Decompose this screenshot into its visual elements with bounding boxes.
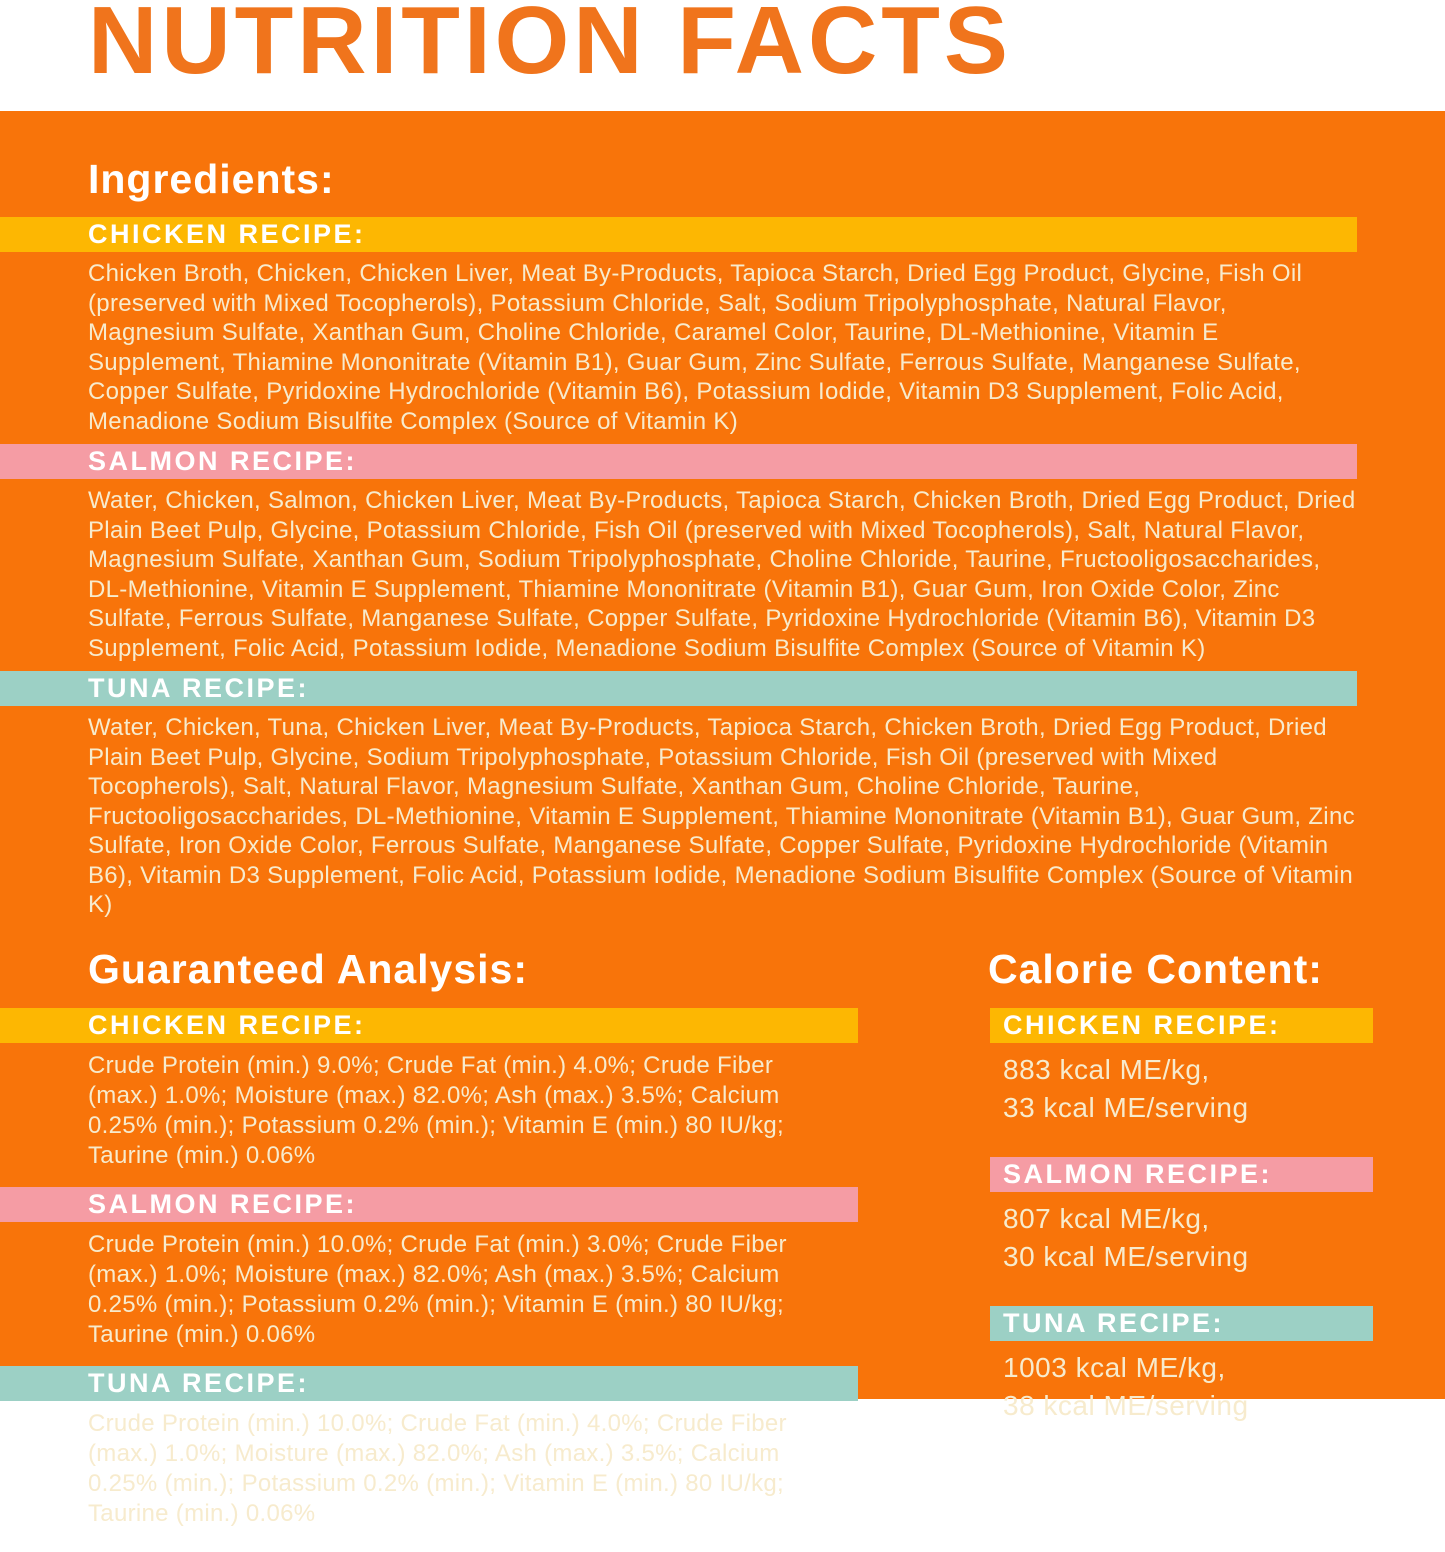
page-title: NUTRITION FACTS bbox=[88, 0, 1012, 94]
calories-salmon-per-serving: 30 kcal ME/serving bbox=[1003, 1240, 1249, 1272]
calories-tuna-banner-label: TUNA RECIPE: bbox=[1003, 1307, 1225, 1338]
ingredients-heading: Ingredients: bbox=[88, 156, 335, 202]
analysis-tuna-text: Crude Protein (min.) 10.0%; Crude Fat (min.) 4.0%; Crude Fiber (max.) 1.0%; Moisture (max.) 82.0%; Ash (max.) 3.5%; Calcium 0.25% (min.); Potassium 0.2% (min.); Vitamin E (min.) 80 IU/kg; Taurine (min.) 0.06% bbox=[88, 1409, 787, 1527]
analysis-chicken-banner-label: CHICKEN RECIPE: bbox=[88, 1009, 366, 1040]
calories-tuna-per-serving: 38 kcal ME/serving bbox=[1003, 1389, 1249, 1421]
analysis-salmon-banner bbox=[0, 1187, 858, 1222]
ingredients-salmon-banner bbox=[0, 444, 1357, 479]
analysis-salmon-banner-label: SALMON RECIPE: bbox=[88, 1188, 358, 1219]
analysis-tuna-banner bbox=[0, 1366, 858, 1401]
ingredients-chicken-banner bbox=[0, 217, 1357, 252]
ingredients-tuna-banner-label: TUNA RECIPE: bbox=[88, 673, 310, 703]
analysis-chicken-banner bbox=[0, 1008, 858, 1043]
ingredients-tuna-text: Water, Chicken, Tuna, Chicken Liver, Meat By-Products, Tapioca Starch, Chicken Broth, Dried Egg Product, Dried Plain Beet Pulp, Glycine, Sodium Tripolyphosphate, Potassium Chloride, Fish Oil (preserved with Mixed Tocopherols), Salt, Natural Flavor, Magnesium Sulfate, Xanthan Gum, Choline Chloride, Taurine, Fructooligosaccharides, DL-Methionine, Vitamin E Supplement, Thiamine Mononitrate (Vitamin B1), Guar Gum, Zinc Sulfate, Iron Oxide Color, Ferrous Sulfate, Manganese Sulfate, Copper Sulfate, Pyridoxine Hydrochloride (Vitamin B6), Vitamin D3 Supplement, Folic Acid, Potassium Iodide, Menadione Sodium Bisulfite Complex (Source of Vitamin K) bbox=[88, 714, 1355, 918]
calories-salmon-banner-label: SALMON RECIPE: bbox=[1003, 1158, 1273, 1189]
ingredients-salmon-banner-label: SALMON RECIPE: bbox=[88, 446, 358, 476]
calories-salmon-per-kg: 807 kcal ME/kg, bbox=[1003, 1202, 1210, 1234]
guaranteed-analysis-column bbox=[0, 928, 975, 1545]
ingredients-tuna-banner bbox=[0, 671, 1357, 706]
label-header bbox=[0, 0, 1445, 111]
calories-chicken-banner-label: CHICKEN RECIPE: bbox=[1003, 1009, 1281, 1040]
ingredients-salmon-text: Water, Chicken, Salmon, Chicken Liver, Meat By-Products, Tapioca Starch, Chicken Broth, Dried Egg Product, Dried Plain Beet Pulp, Glycine, Potassium Chloride, Fish Oil (preserved with Mixed Tocopherols), Salt, Natural Flavor, Magnesium Sulfate, Xanthan Gum, Sodium Tripolyphosphate, Choline Chloride, Taurine, Fructooligosaccharides, DL-Methionine, Vitamin E Supplement, Thiamine Mononitrate (Vitamin B1), Guar Gum, Iron Oxide Color, Zinc Sulfate, Ferrous Sulfate, Manganese Sulfate, Copper Sulfate, Pyridoxine Hydrochloride (Vitamin B6), Vitamin D3 Supplement, Folic Acid, Potassium Iodide, Menadione Sodium Bisulfite Complex (Source of Vitamin K) bbox=[88, 487, 1356, 662]
calories-salmon-values bbox=[1003, 1200, 1445, 1276]
analysis-and-calories-section bbox=[0, 928, 1445, 1545]
calories-tuna-per-kg: 1003 kcal ME/kg, bbox=[1003, 1351, 1226, 1383]
analysis-chicken-text: Crude Protein (min.) 9.0%; Crude Fat (min.) 4.0%; Crude Fiber (max.) 1.0%; Moisture (max.) 82.0%; Ash (max.) 3.5%; Calcium 0.25% (min.); Potassium 0.2% (min.); Vitamin E (min.) 80 IU/kg; Taurine (min.) 0.06% bbox=[88, 1051, 784, 1169]
analysis-tuna-banner-label: TUNA RECIPE: bbox=[88, 1367, 310, 1398]
calorie-content-column bbox=[975, 928, 1445, 1545]
calories-chicken-values bbox=[1003, 1051, 1445, 1127]
calories-tuna-values bbox=[1003, 1349, 1445, 1425]
calories-salmon-banner bbox=[990, 1157, 1373, 1192]
guaranteed-analysis-heading: Guaranteed Analysis: bbox=[88, 945, 529, 992]
calories-chicken-per-serving: 33 kcal ME/serving bbox=[1003, 1091, 1249, 1123]
analysis-salmon-text: Crude Protein (min.) 10.0%; Crude Fat (min.) 3.0%; Crude Fiber (max.) 1.0%; Moisture (max.) 82.0%; Ash (max.) 3.5%; Calcium 0.25% (min.); Potassium 0.2% (min.); Vitamin E (min.) 80 IU/kg; Taurine (min.) 0.06% bbox=[88, 1230, 787, 1348]
ingredients-chicken-text: Chicken Broth, Chicken, Chicken Liver, Meat By-Products, Tapioca Starch, Dried Egg Product, Glycine, Fish Oil (preserved with Mixed Tocopherols), Potassium Chloride, Salt, Sodium Tripolyphosphate, Natural Flavor, Magnesium Sulfate, Xanthan Gum, Choline Chloride, Caramel Color, Taurine, DL-Methionine, Vitamin E Supplement, Thiamine Mononitrate (Vitamin B1), Guar Gum, Zinc Sulfate, Ferrous Sulfate, Manganese Sulfate, Copper Sulfate, Pyridoxine Hydrochloride (Vitamin B6), Potassium Iodide, Vitamin D3 Supplement, Folic Acid, Menadione Sodium Bisulfite Complex (Source of Vitamin K) bbox=[88, 260, 1303, 435]
calories-chicken-per-kg: 883 kcal ME/kg, bbox=[1003, 1053, 1210, 1085]
ingredients-chicken-banner-label: CHICKEN RECIPE: bbox=[88, 219, 366, 249]
calories-chicken-banner bbox=[990, 1008, 1373, 1043]
calories-tuna-banner bbox=[990, 1306, 1373, 1341]
calorie-content-heading: Calorie Content: bbox=[988, 945, 1323, 992]
